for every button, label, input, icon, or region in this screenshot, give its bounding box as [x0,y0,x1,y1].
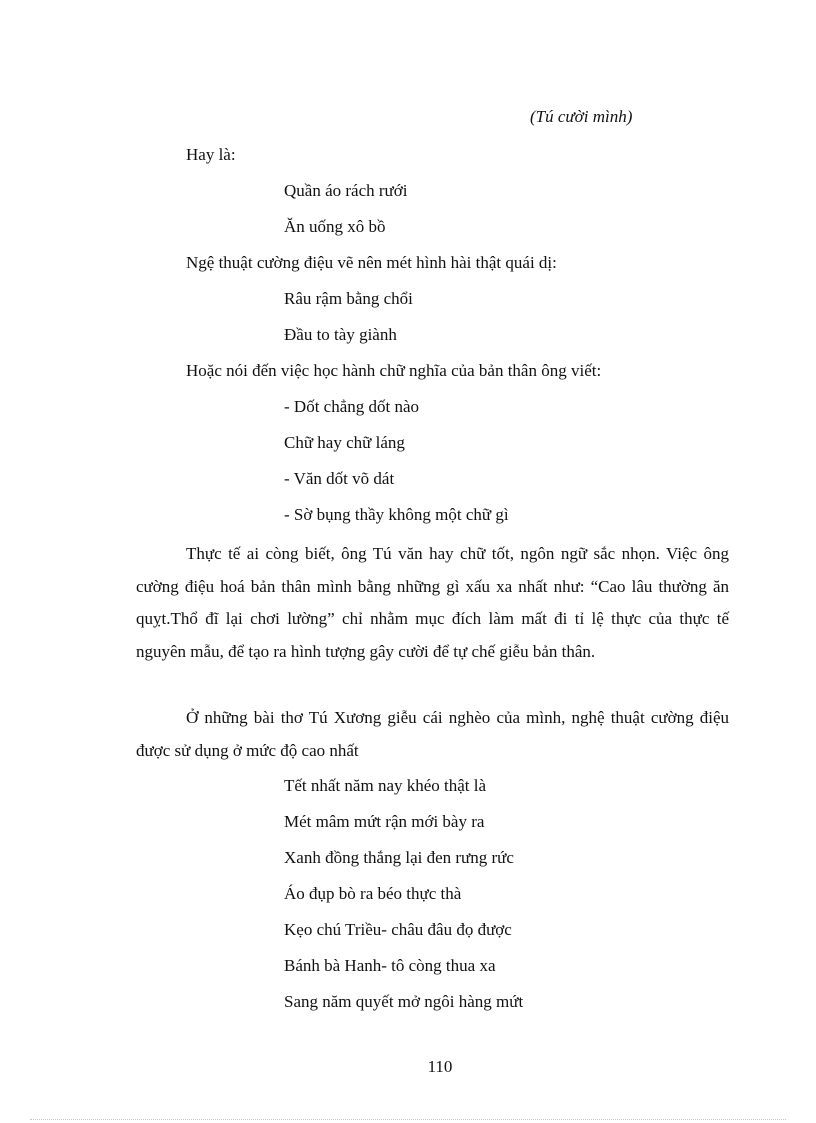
verse-line: - Sờ bụng thầy không một chữ gì [284,505,509,524]
footer-divider [30,1119,786,1120]
page-number: 110 [427,1057,453,1076]
poem-source: (Tú cười mình) [530,107,633,126]
intro-line-3: Hoặc nói đến việc học hành chữ nghĩa của bản thân ông viết: [186,361,602,380]
verse-line: Tết nhất năm nay khéo thật là [284,776,487,795]
intro-line-2: Ngệ thuật cường điệu vẽ nên mét hình hài thật quái dị: [186,253,557,272]
verse-line: Mét mâm mứt rận mới bày ra [284,812,485,831]
verse-line: Sang năm quyết mở ngôi hàng mứt [284,992,524,1011]
body-paragraph-2 [136,702,729,767]
verse-line: Ăn uống xô bồ [284,217,386,236]
paragraph-text: Thực tế ai còng biết, ông Tú văn hay chữ tốt, ngôn ngữ sắc nhọn. Việc ông cường điệu hoá bản thân mình bằng những gì xấu xa nhất như: “Cao lâu thường ăn quỵt.Thổ đĩ lại chơi lường” chỉ nhằm mục đích làm mất đi tỉ lệ thực của thực tế nguyên mẫu, để tạo ra hình tượng gây cười để tự chế giễu bản thân. [136,544,729,662]
intro-line-1: Hay là: [186,145,236,164]
verse-line: Áo đụp bò ra béo thực thà [284,884,462,903]
verse-line: - Văn dốt võ dát [284,469,395,488]
body-paragraph-1 [136,538,729,669]
verse-line: Râu rậm bằng chổi [284,289,413,308]
paragraph-text: Ở những bài thơ Tú Xương giễu cái nghèo của mình, nghệ thuật cường điệu được sử dụng ở mức độ cao nhất [136,708,729,760]
verse-line: Chữ hay chữ láng [284,433,405,452]
verse-line: - Dốt chẳng dốt nào [284,397,420,416]
verse-line: Đầu to tày giành [284,325,397,344]
verse-line: Bánh bà Hanh- tô còng thua xa [284,956,496,975]
verse-line: Quần áo rách rưới [284,181,408,200]
verse-line: Kẹo chú Triều- châu đâu đọ được [284,920,512,939]
verse-line: Xanh đồng thắng lại đen rưng rức [284,848,514,867]
